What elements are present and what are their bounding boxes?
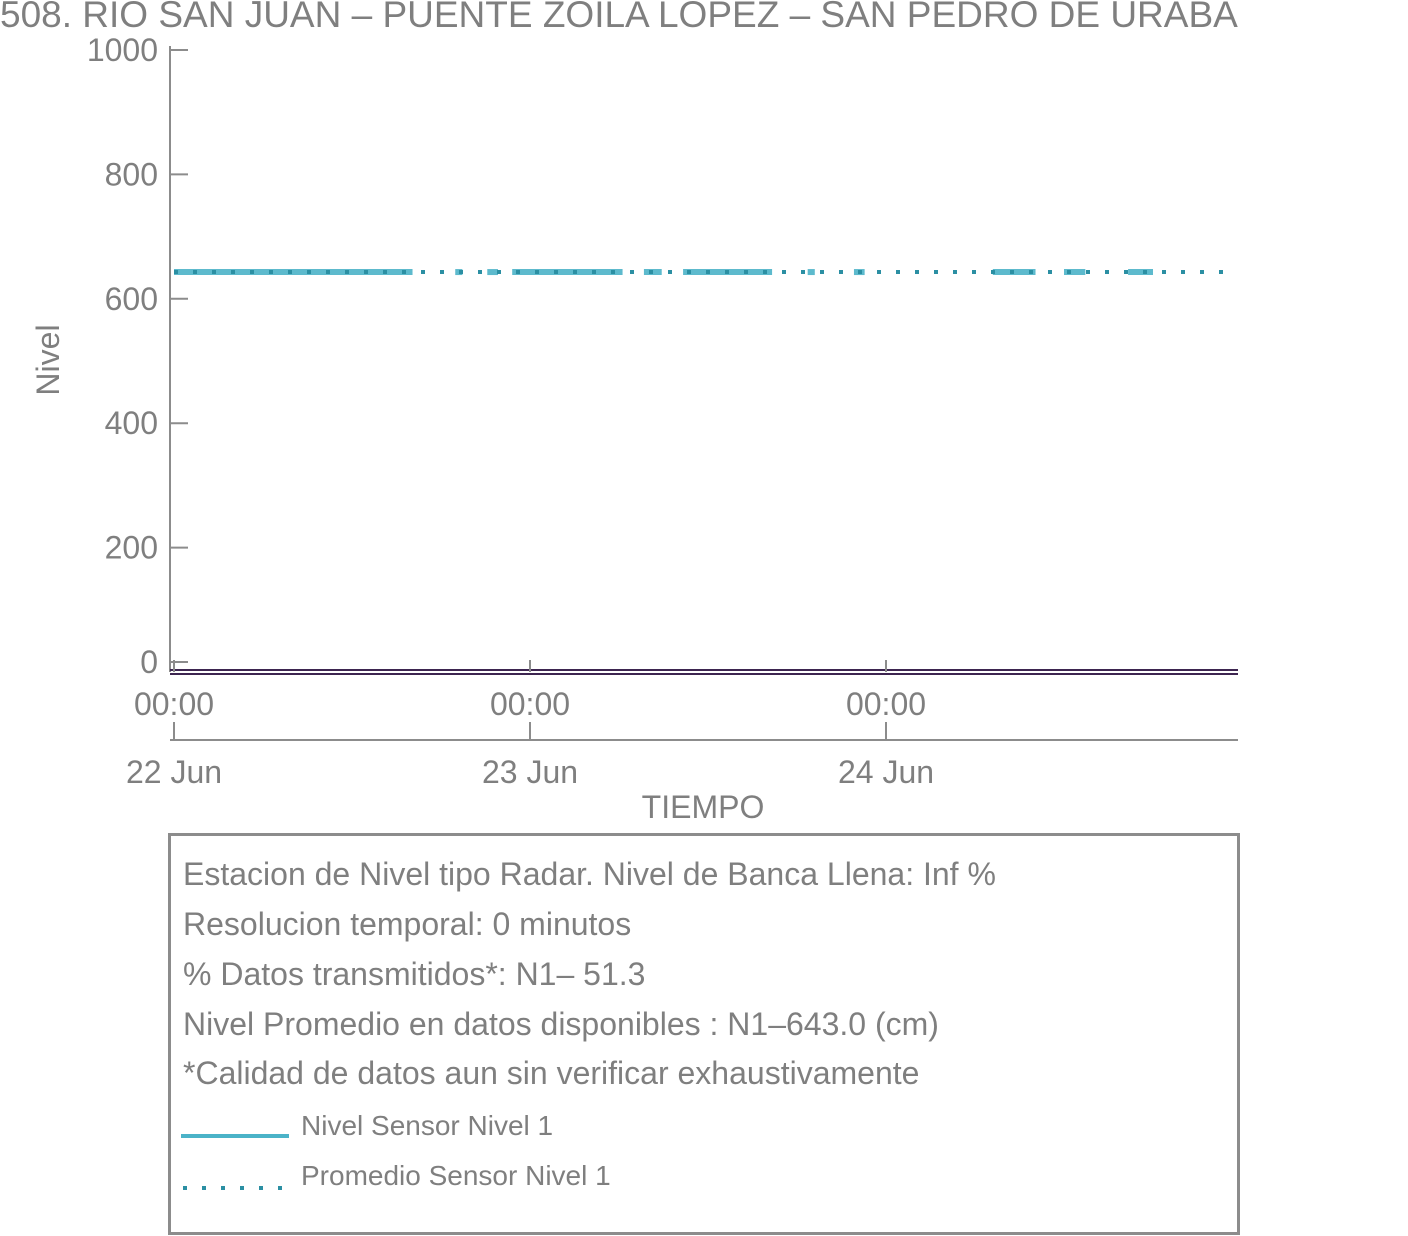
x-tick-label-time: 00:00 [845,686,927,722]
info-quality-note: *Calidad de datos aun sin verificar exhaustivamente [183,1055,920,1091]
legend-dotted-label: Promedio Sensor Nivel 1 [301,1160,611,1191]
info-box [168,833,1240,1235]
info-station-type: Estacion de Nivel tipo Radar. Nivel de Banca Llena: Inf % [183,856,996,892]
y-tick-label: 1000 [86,32,158,68]
x-axis-label: TIEMPO [641,789,765,825]
y-tick-label: 800 [104,156,158,193]
x-tick-label-time: 00:00 [133,686,215,722]
info-resolution: Resolucion temporal: 0 minutos [183,906,632,942]
y-tick-label: 400 [104,405,158,442]
legend-solid-label: Nivel Sensor Nivel 1 [301,1110,554,1141]
y-tick-label: 600 [104,280,158,317]
y-tick-label: 0 [140,644,158,680]
info-transmitted: % Datos transmitidos*: N1– 51.3 [183,956,646,992]
legend-dotted-swatch [181,1174,289,1204]
legend-solid-swatch [181,1122,289,1152]
chart-title: 508. RIO SAN JUAN – PUENTE ZOILA LOPEZ – SAN PEDRO DE URABA [0,0,1238,35]
y-tick-label: 200 [104,529,158,566]
y-axis-label: Nivel [30,324,66,396]
x-tick-label-date: 22 Jun [125,754,223,790]
x-tick-label-time: 00:00 [489,686,571,722]
x-tick-label-date: 23 Jun [481,754,579,790]
x-tick-label-date: 24 Jun [837,754,935,790]
info-average: Nivel Promedio en datos disponibles : N1–643.0 (cm) [183,1006,939,1042]
